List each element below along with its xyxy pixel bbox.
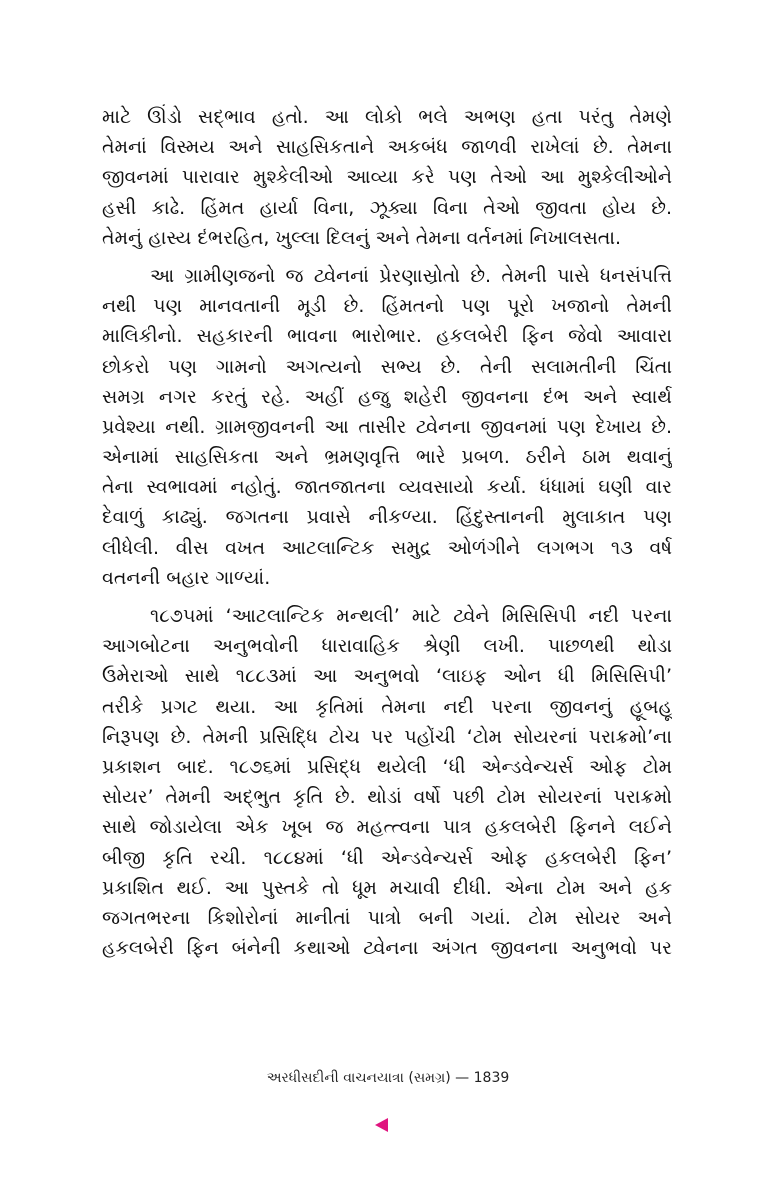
text-line: માલિકીનો. સહકારની ભાવના ભારોભાર. હકલબેરી ફિન જેવો આવારા <box>102 325 672 348</box>
text-line: સાથે જોડાયેલા એક ખૂબ જ મહત્ત્વના પાત્ર હકલબેરી ફિનને લઈને <box>102 816 672 839</box>
paragraph-2 <box>102 261 672 593</box>
paragraph-1 <box>102 102 672 253</box>
text-line: હકલબેરી ફિન બંનેની કથાઓ ટ્વેનના અંગત જીવનના અનુભવો પર <box>102 937 672 960</box>
previous-page-arrow-icon[interactable] <box>375 1118 388 1132</box>
text-line: તેમનું હાસ્ય દંભરહિત, ખુલ્લા દિલનું અને તેમના વર્તનમાં નિખાલસતા. <box>102 226 622 249</box>
text-line: લીધેલી. વીસ વખત આટલાન્ટિક સમુદ્ર ઓળંગીને લગભગ ૧૩ વર્ષ <box>102 536 672 559</box>
text-line: પ્રકાશન બાદ. ૧૮૭૬માં પ્રસિદ્ધ થયેલી ‘ધી એન્ડવેન્ચર્સ ઓફ ટોમ <box>102 755 672 778</box>
text-line: વતનની બહાર ગાળ્યાં. <box>102 566 271 589</box>
text-line: પ્રવેશ્યા નથી. ગ્રામજીવનની આ તાસીર ટ્વેનના જીવનમાં પણ દેખાય છે. <box>102 415 672 438</box>
text-line: સમગ્ર નગર કરતું રહે. અહીં હજુ શહેરી જીવનના દંભ અને સ્વાર્થ <box>102 385 672 408</box>
text-line: નિરૂપણ છે. તેમની પ્રસિદ્ધિ ટોચ પર પહોંચી ‘ટોમ સોયરનાં પરાક્રમો’ના <box>102 725 672 748</box>
page-footer: અરધીસદીની વાચનયાત્રા (સમગ્ર) — 1839 <box>266 1070 510 1086</box>
text-line: પ્રકાશિત થઈ. આ પુસ્તકે તો ધૂમ મચાવી દીધી. એના ટોમ અને હક <box>102 876 672 899</box>
text-line: હસી કાઢે. હિંમત હાર્યા વિના, ઝૂક્યા વિના તેઓ જીવતા હોય છે. <box>102 196 672 219</box>
text-line: ઉમેરાઓ સાથે ૧૮૮૩માં આ અનુભવો ‘લાઇફ ઓન ધી મિસિસિપી’ <box>102 665 672 688</box>
text-line: બીજી કૃતિ રચી. ૧૮૮૪માં ‘ધી એન્ડવેન્ચર્સ ઓફ હકલબેરી ફિન’ <box>102 846 672 869</box>
paragraph-3 <box>102 601 672 963</box>
text-line: તરીકે પ્રગટ થયા. આ કૃતિમાં તેમના નદી પરના જીવનનું હૂબહૂ <box>102 695 672 718</box>
text-line: દેવાળું કાઢ્યું. જગતના પ્રવાસે નીકળ્યા. હિંદુસ્તાનની મુલાકાત પણ <box>102 506 672 529</box>
text-line: તેમનાં વિસ્મય અને સાહસિકતાને અકબંધ જાળવી રાખેલાં છે. તેમના <box>102 136 672 159</box>
text-line: નથી પણ માનવતાની મૂડી છે. હિંમતનો પણ પૂરો ખજાનો તેમની <box>102 295 672 318</box>
text-line: આ ગ્રામીણજનો જ ટ્વેનનાં પ્રેરણાસ્રોતો છે. તેમની પાસે ધનસંપત્તિ <box>150 264 672 287</box>
text-line: એનામાં સાહસિકતા અને ભ્રમણવૃત્તિ ભારે પ્રબળ. ઠરીને ઠામ થવાનું <box>102 446 672 469</box>
text-line: માટે ઊંડો સદ્ભાવ હતો. આ લોકો ભલે અભણ હતા પરંતુ તેમણે <box>102 106 672 128</box>
text-line: સોયર’ તેમની અદ્ભુત કૃતિ છે. થોડાં વર્ષો પછી ટોમ સોયરનાં પરાક્રમો <box>102 786 672 809</box>
text-line: ૧૮૭૫માં ‘આટલાન્ટિક મન્થલી’ માટે ટ્વેને મિસિસિપી નદી પરના <box>150 605 672 627</box>
text-line: જગતભરના કિશોરોનાં માનીતાં પાત્રો બની ગયાં. ટોમ સોયર અને <box>102 906 672 929</box>
text-line: જીવનમાં પારાવાર મુશ્કેલીઓ આવ્યા કરે પણ તેઓ આ મુશ્કેલીઓને <box>102 166 672 189</box>
paragraph-gap <box>102 593 672 601</box>
paragraph-gap <box>102 253 672 261</box>
text-line: તેના સ્વભાવમાં નહોતું. જાતજાતના વ્યવસાયો કર્યા. ધંધામાં ઘણી વાર <box>102 476 672 499</box>
text-line: આગબોટના અનુભવોની ધારાવાહિક શ્રેણી લખી. પાછળથી થોડા <box>102 635 672 658</box>
text-line: છોકરો પણ ગામનો અગત્યનો સભ્ય છે. તેની સલામતીની ચિંતા <box>102 355 672 378</box>
page-body-text <box>102 102 672 963</box>
